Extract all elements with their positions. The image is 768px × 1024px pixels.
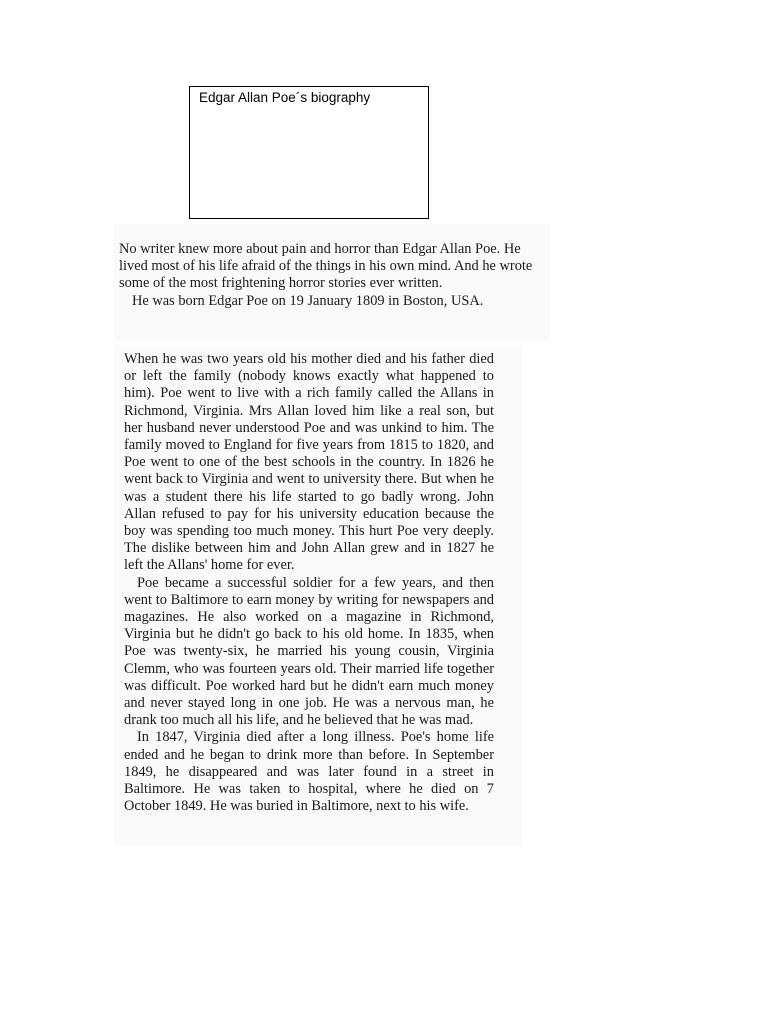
intro-paragraph: He was born Edgar Poe on 19 January 1809 in Boston, USA. (132, 292, 484, 309)
intro-scan (114, 224, 550, 342)
body-paragraph: When he was two years old his mother died and his father died or left the family (nobody knows exactly what happened to him). Poe went to live with a rich family called the Allans in Richmond, Virginia. Mrs Allan loved him like a real son, but her husband never understood Poe and was unkind to him. The family moved to England for five years from 1815 to 1820, and Poe went to one of the best schools in the country. In 1826 he went back to Virginia and went to university there. But when he was a student there his life started to go badly wrong. John Allan refused to pay for his university education because the boy was spending too much money. This hurt Poe very deeply. The dislike between him and John Allan grew and in 1827 he left the Allans' home for ever. (124, 351, 494, 574)
intro-paragraph: No writer knew more about pain and horror than Edgar Allan Poe. He lived most of his life afraid of the things in his own mind. And he wrote some of the most frightening horror stories ever written. (119, 241, 533, 292)
document-title: Edgar Allan Poe´s biography (199, 90, 371, 105)
body-paragraph: In 1847, Virginia died after a long illness. Poe's home life ended and he began to drink more than before. In September 1849, he disappeared and was later found in a street in Baltimore. He was taken to hospital, where he died on 7 October 1849. He was buried in Baltimore, next to his wife. (124, 729, 494, 815)
body-paragraph: Poe became a successful soldier for a few years, and then went to Baltimore to earn money by writing for newspapers and magazines. He also worked on a magazine in Richmond, Virginia but he didn't go back to his old home. In 1835, when Poe was twenty-six, he married his young cousin, Virginia Clemm, who was fourteen years old. Their married life together was difficult. Poe worked hard but he didn't earn much money and never stayed long in one job. He was a nervous man, he drank too much all his life, and he believed that he was mad. (124, 574, 494, 729)
title-box (189, 86, 429, 219)
body-scan (114, 345, 522, 845)
